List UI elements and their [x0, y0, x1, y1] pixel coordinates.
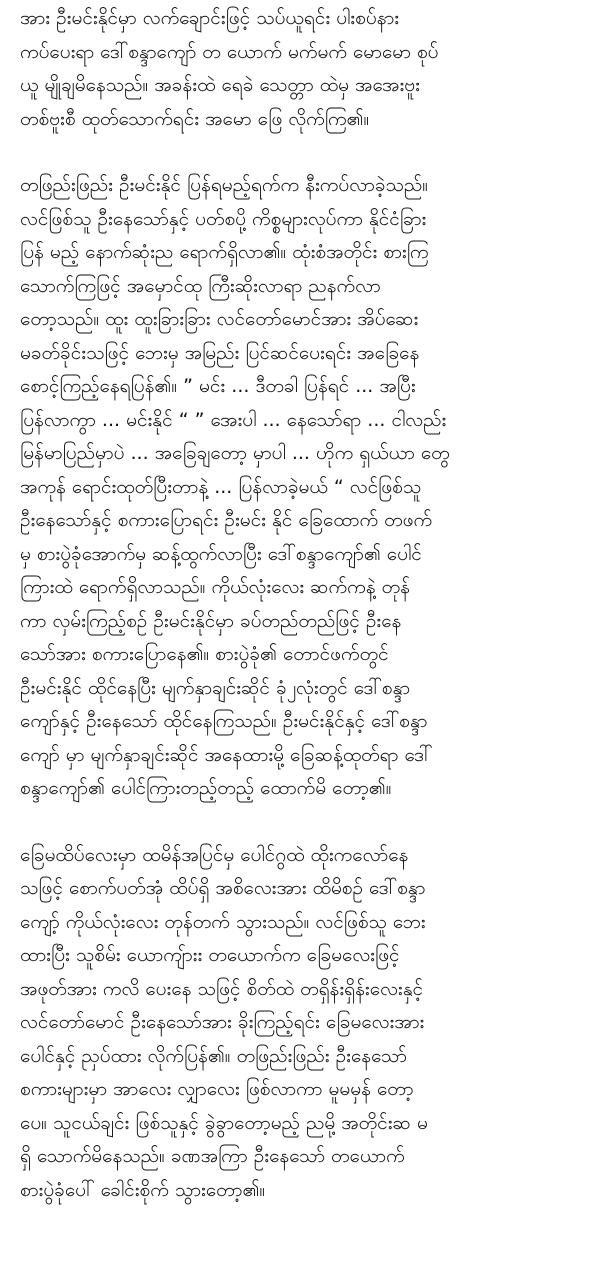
text-line: ကျော့် ကိုယ်လုံးလေး တုန်တက် သွားသည်။ လင်ဖြစ်သူ ဘေး: [20, 910, 426, 933]
text-line: ပြန် မည့် နောက်ဆုံးည ရောက်ရှိလာ၏။ ထုံးစံအတိုင်း စားကြ: [20, 241, 429, 263]
text-line: မှ စားပွဲခုံအောက်မှ ဆန့်ထွက်လာပြီး ဒေါ်စန္ဒာကျော်၏ ပေါင်: [20, 542, 422, 565]
text-line: ဦးမင်းနိုင် ထိုင်နေပြီး မျက်နှာချင်းဆိုင် ခုံ၂လုံးတွင် ဒေါ်စန္ဒာ: [20, 676, 411, 699]
text-line: ဦးနေသော်နှင့် စကားပြောရင်း ဦးမင်း နိုင် ခြေထောက် တဖက်: [20, 509, 433, 531]
text-line: ပေါင်နှင့် ညှပ်ထား လိုက်ပြန်၏။ တဖြည်းဖြည်း ဦးနေသော်: [20, 1044, 407, 1067]
text-line: မြန်မာပြည်မှာပဲ ... အခြေချတော့ မှာပါ ... ဟိုက ရှယ်ယာ တွေ: [20, 442, 450, 464]
text-line: ထားပြီး သူစိမ်း ယောကျ်ားး တယောက်က ခြေမလေးဖြင့်: [20, 944, 400, 966]
text-line: သော်အား စကားပြောနေ၏။ စားပွဲခုံ၏ တောင်ဖက်တွင်: [20, 643, 389, 665]
text-line: တော့သည်။ ထူး ထူးခြားခြား လင်တော်မောင်အား အိပ်ဆေး: [20, 308, 419, 330]
text-line: သဖြင့် စောက်ပတ်အုံ ထိပ်ရှိ အစိလေးအား ထိမိစဉ် ဒေါ်စန္ဒာ: [20, 877, 426, 899]
text-line: ယူ မျိုချမိနေသည်။ အခန်းထဲ ရေခဲ သေတ္တာ ထဲမှ အအေးဗူး: [20, 74, 420, 96]
text-line: ကြားထဲ ရောက်ရှိလာသည်။ ကိုယ်လုံးလေး ဆက်ကနဲ့ တုန်: [20, 576, 410, 598]
text-line: လင်တော်မောင် ဦးနေသော်အား ခိုးကြည့်ရင်း ခြေမလေးအား: [20, 1011, 425, 1033]
text-line: အကုန် ရောင်းထုတ်ပြီးတာနဲ့ ... ပြန်လာခဲ့မယ် “ လင်ဖြစ်သူ: [20, 475, 422, 498]
paragraph: [20, 169, 594, 806]
text-line: ပေ။ သူငယ်ချင်း ဖြစ်သူနှင့် ခွဲခွာတော့မည့် ညမို့ အတိုင်းဆ မ: [20, 1111, 428, 1134]
text-line: စန္ဒာကျော်၏ ပေါင်ကြားတည့်တည့် ထောက်မိ တော့၏။: [20, 777, 392, 799]
text-line: လင်ဖြစ်သူ ဦးနေသော်နှင့် ပတ်စပို့ ကိစ္စများလုပ်ကာ နိုင်ငံခြား: [20, 207, 427, 230]
text-line: ပြန်လာကွာ ... မင်းနိုင် “ ” အေးပါ ... နေသော်ရာ ... ငါလည်း: [20, 408, 447, 431]
text-line: ကျော် မှာ မျက်နှာချင်းဆိုင် အနေထားမို့ ခြေဆန့်ထုတ်ရာ ဒေါ်: [20, 743, 433, 766]
text-line: ကျော်နှင့် ဦးနေသော် ထိုင်နေကြသည်။ ဦးမင်းနိုင်နှင့် ဒေါ်စန္ဒာ: [20, 710, 428, 732]
text-line: တစ်ဗူးစီ ထုတ်သောက်ရင်း အမော ဖြေ လိုက်ကြ၏။: [20, 107, 370, 130]
text-line: တဖြည်းဖြည်း ဦးမင်းနိုင် ပြန်ရမည့်ရက်က နီးကပ်လာခဲ့သည်။: [20, 174, 429, 196]
text-line: စကားများမှာ အာလေး လျှာလေး ဖြစ်လာကာ မူမမှန် တော့: [20, 1078, 414, 1100]
text-line: အဖုတ်အား ကလိ ပေးနေ သဖြင့် စိတ်ထဲ တရှိန်းရှိန်းလေးနှင့်: [20, 977, 424, 1000]
paragraph: [20, 2, 594, 136]
text-line: စောင့်ကြည့်နေရပြန်၏။ ” မင်း ... ဒီတခါ ပြန်ရင် ... အပြီး: [20, 375, 416, 397]
text-line: အား ဦးမင်းနိုင်မှာ လက်ချောင်းဖြင့် သပ်ယူရင်း ပါးစပ်နား: [20, 7, 400, 29]
text-line: မခတ်ခိုင်းသဖြင့် ဘေးမှ အမြည်း ပြင်ဆင်ပေးရင်း အခြေနေ: [20, 341, 420, 364]
text-line: ရှိ သောက်မိနေသည်။ ခဏအကြာ ဦးနေသော် တယောက်: [20, 1145, 405, 1167]
text-line: စားပွဲခုံပေါ် ခေါင်းစိုက် သွားတော့၏။: [20, 1178, 266, 1201]
text-line: သောက်ကြဖြင့် အမှောင်ထု ကြီးဆိုးလာရာ ညနက်လာ: [20, 274, 381, 297]
paragraph: [20, 839, 594, 1208]
text-line: ကပ်ပေးရာ ဒေါ်စန္ဒာကျော် တ ယောက် မက်မက် မောမော စုပ်: [20, 40, 439, 63]
text-line: ကာ လှမ်းကြည့်စဉ် ဦးမင်းနိုင်မှာ ခပ်တည်တည်ဖြင့် ဦးနေ: [20, 609, 402, 632]
text-line: ခြေမထိပ်လေးမှာ ထမိန်အပြင်မှ ပေါင်ဂွထဲ ထိုးကလော်နေ: [20, 843, 409, 866]
